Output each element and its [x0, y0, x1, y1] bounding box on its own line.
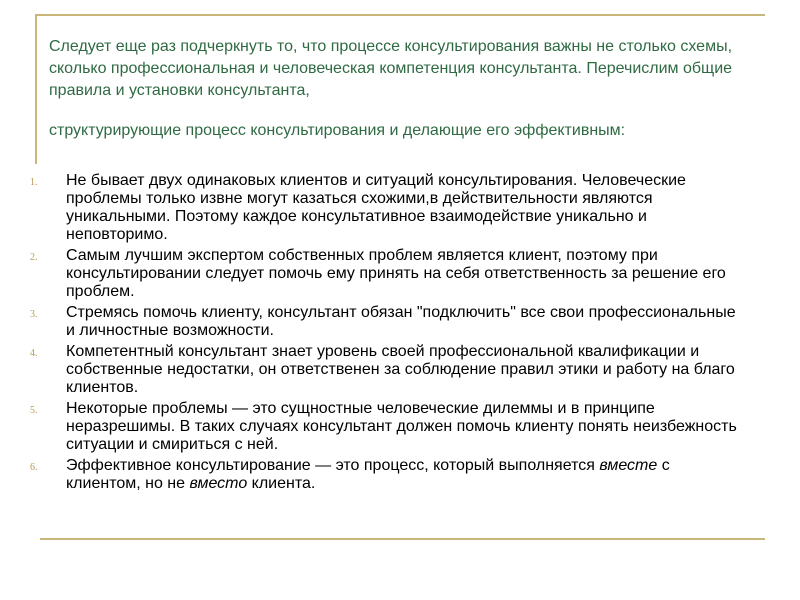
list-item-text: Стремясь помочь клиенту, консультант обязан "подключить" все свои профессиональные и личностные возможности.	[66, 304, 736, 339]
list-item	[30, 304, 740, 340]
emphasis-instead: вместо	[189, 475, 248, 492]
list-number: 4.	[30, 348, 38, 359]
list-number: 2.	[30, 252, 38, 263]
list-item	[30, 172, 740, 244]
list-item-text-part: с клиентом, но не	[66, 457, 670, 492]
intro-line-2: структурирующие процесс консультирования и делающие его эффективным:	[49, 122, 626, 139]
list-item-text: Не бывает двух одинаковых клиентов и ситуаций консультирования. Человеческие проблемы только извне могут казаться схожими,в действительности являются уникальными. Поэтому каждое консультативное взаимодействие уникально и неповторимо.	[66, 172, 686, 243]
list-item-text: Некоторые проблемы — это сущностные человеческие дилеммы и в принципе неразрешимы. В таких случаях консультант должен помочь клиенту понять неизбежность ситуации и смириться с ней.	[66, 400, 737, 453]
list-item-text: Компетентный консультант знает уровень своей профессиональной квалификации и собственные недостатки, он ответственен за соблюдение правил этики и работу на благо клиентов.	[66, 343, 735, 396]
list-item-text-part: клиента.	[247, 475, 316, 492]
list-item	[30, 343, 740, 397]
decorative-top-rule	[35, 14, 765, 16]
list-number: 1.	[30, 177, 38, 188]
decorative-vertical-rule	[35, 14, 37, 164]
intro-text	[49, 36, 749, 142]
decorative-bottom-rule	[40, 538, 765, 540]
list-item-text-part: Эффективное консультирование — это процесс, который выполняется	[66, 457, 600, 474]
list-item	[30, 247, 740, 301]
emphasis-together: вместе	[599, 457, 658, 474]
list-item	[30, 457, 740, 493]
intro-line-1: Следует еще раз подчеркнуть то, что процессе консультирования важны не столько схемы, сколько профессиональная и человеческая компетенция консультанта. Перечислим общие правила и установки консультанта,	[49, 38, 733, 99]
list-number: 6.	[30, 462, 38, 473]
list-number: 5.	[30, 405, 38, 416]
list-item-text: Самым лучшим экспертом собственных проблем является клиент, поэтому при консультировании следует помочь ему принять на себя ответственность за решение его проблем.	[66, 247, 726, 300]
list-item	[30, 400, 740, 454]
rules-list	[30, 172, 740, 496]
list-number: 3.	[30, 309, 38, 320]
